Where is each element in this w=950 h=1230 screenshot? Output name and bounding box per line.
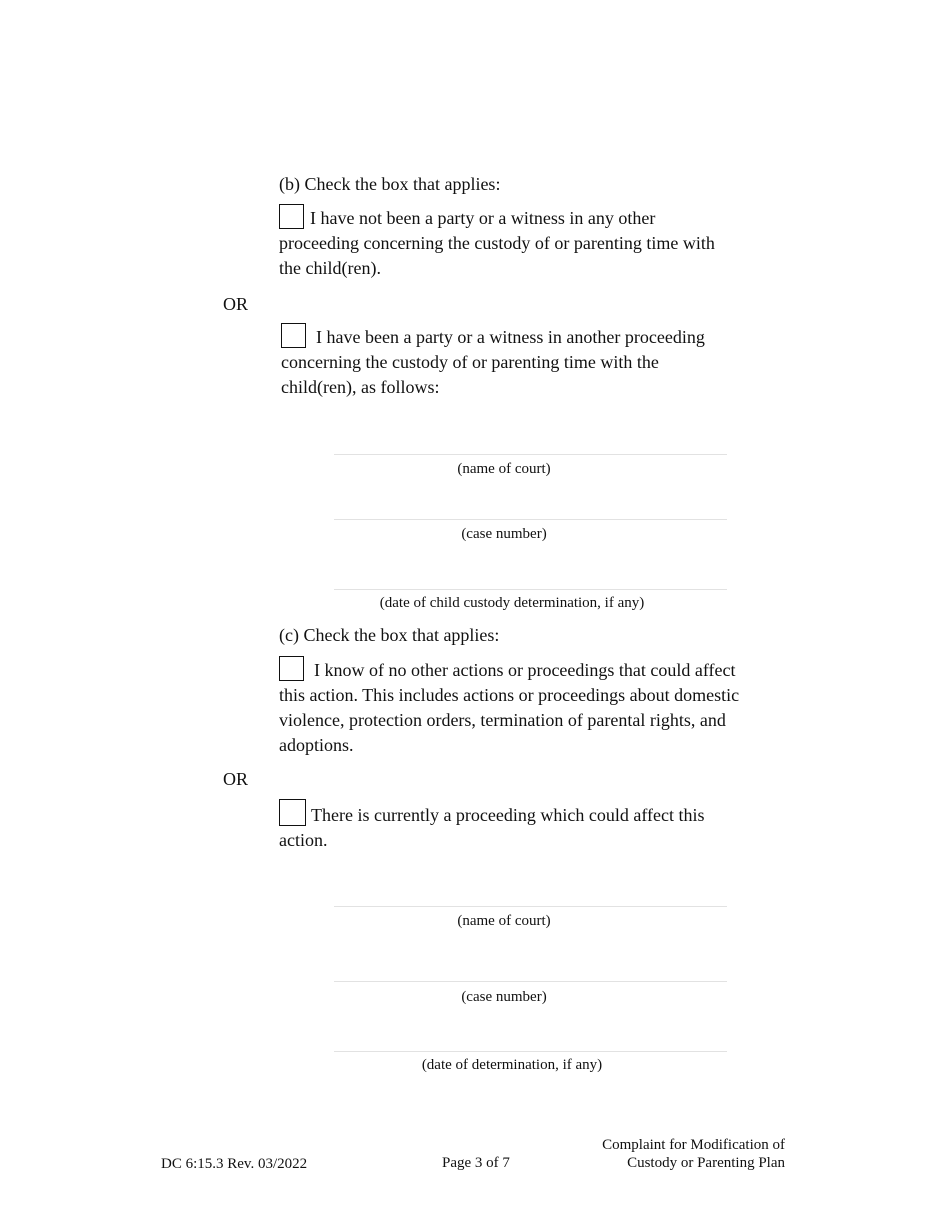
section-c-option-2 xyxy=(279,799,725,853)
checkbox-b-not-party[interactable] xyxy=(279,204,304,229)
section-b-option-1 xyxy=(279,204,719,281)
custody-date-caption-b: (date of child custody determination, if any) xyxy=(379,595,645,611)
custody-date-line-b[interactable] xyxy=(334,589,727,590)
section-b-option-2 xyxy=(281,323,721,400)
footer-page-number: Page 3 of 7 xyxy=(442,1155,510,1171)
footer-title-line-1: Complaint for Modification of xyxy=(602,1137,785,1153)
case-number-caption-c: (case number) xyxy=(461,989,547,1005)
case-number-line-b[interactable] xyxy=(334,519,727,520)
name-of-court-caption-c: (name of court) xyxy=(457,913,551,929)
section-c-option-1-text: I know of no other actions or proceedings that could affect this action. This includes actions or proceedings about domestic violence, protection orders, termination of parental rights, and adoptions. xyxy=(279,660,740,755)
section-c-heading: (c) Check the box that applies: xyxy=(279,625,500,645)
determination-date-caption-c: (date of determination, if any) xyxy=(421,1057,603,1073)
checkbox-c-current-proceeding[interactable] xyxy=(279,799,306,826)
name-of-court-line-b[interactable] xyxy=(334,454,727,455)
footer-form-title xyxy=(602,1136,785,1172)
determination-date-line-c[interactable] xyxy=(334,1051,727,1052)
name-of-court-line-c[interactable] xyxy=(334,906,727,907)
name-of-court-caption-b: (name of court) xyxy=(457,461,551,477)
section-c-or: OR xyxy=(223,769,249,789)
checkbox-b-party[interactable] xyxy=(281,323,306,348)
section-b-option-2-text: I have been a party or a witness in another proceeding concerning the custody of or parenting time with the child(ren), as follows: xyxy=(281,327,705,397)
footer-form-id: DC 6:15.3 Rev. 03/2022 xyxy=(161,1156,308,1172)
section-b-or: OR xyxy=(223,294,249,314)
section-c-option-1 xyxy=(279,656,741,758)
checkbox-c-no-proceedings[interactable] xyxy=(279,656,304,681)
section-b-option-1-text: I have not been a party or a witness in any other proceeding concerning the custody of or parenting time with the child(ren). xyxy=(279,208,715,278)
footer-title-line-2: Custody or Parenting Plan xyxy=(627,1155,785,1171)
case-number-line-c[interactable] xyxy=(334,981,727,982)
case-number-caption-b: (case number) xyxy=(461,526,547,542)
section-b-heading: (b) Check the box that applies: xyxy=(279,174,501,194)
section-c-option-2-text: There is currently a proceeding which could affect this action. xyxy=(279,805,705,850)
